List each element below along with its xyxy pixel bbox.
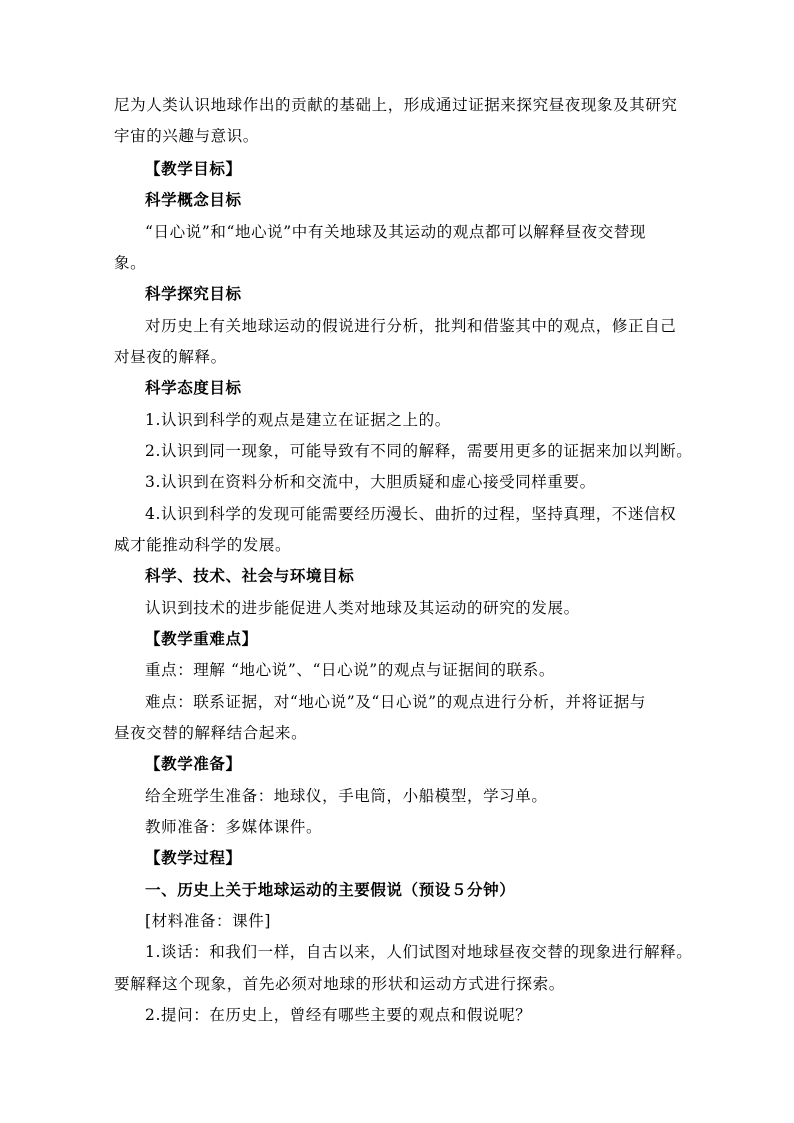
list-item: 4.认识到科学的发现可能需要经历漫长、曲折的过程，坚持真理，不迷信权 [145,505,677,523]
paragraph-line: 给全班学生准备：地球仪，手电筒，小船模型，学习单。 [145,787,548,805]
paragraph-line: 昼夜交替的解释结合起来。 [114,724,308,742]
list-item: 3.认识到在资料分析和交流中，大胆质疑和虚心接受同样重要。 [145,473,596,491]
list-item: 2.提问：在历史上，曾经有哪些主要的观点和假说呢？ [145,1006,532,1024]
paragraph-line: [材料准备：课件] [145,912,271,930]
subheading-attitude-goal: 科学态度目标 [145,378,242,397]
paragraph-line: 要解释这个现象，首先必须对地球的形状和运动方式进行探索。 [114,975,565,993]
section-heading-objectives: 【教学目标】 [145,159,242,178]
paragraph-line: 尼为人类认识地球作出的贡献的基础上，形成通过证据来探究昼夜现象及其研究 [114,96,678,114]
paragraph-line: 认识到技术的进步能促进人类对地球及其运动的研究的发展。 [145,599,580,617]
section-heading-key-points: 【教学重难点】 [145,629,258,648]
paragraph-line: 对昼夜的解释。 [114,348,227,366]
list-item: 1.谈话：和我们一样，自古以来，人们试图对地球昼夜交替的现象进行解释。 [145,943,693,961]
paragraph-line: 重点：理解 “地心说”、“日心说”的观点与证据间的联系。 [145,661,555,679]
list-item: 1.认识到科学的观点是建立在证据之上的。 [145,411,451,429]
paragraph-line: 宇宙的兴趣与意识。 [114,127,259,145]
subheading-sts-goal: 科学、技术、社会与环境目标 [145,566,355,585]
paragraph-line: 对历史上有关地球运动的假说进行分析，批判和借鉴其中的观点，修正自己 [145,317,677,335]
subheading-concept-goal: 科学概念目标 [145,190,242,209]
paragraph-line: 威才能推动科学的发展。 [114,536,292,554]
paragraph-line: 难点：联系证据，对“地心说”及“日心说”的观点进行分析，并将证据与 [145,693,646,711]
list-item: 2.认识到同一现象，可能导致有不同的解释，需要用更多的证据来加以判断。 [145,442,693,460]
section-heading-process: 【教学过程】 [145,848,242,867]
paragraph-line: 教师准备：多媒体课件。 [145,818,323,836]
subheading-part-one: 一、历史上关于地球运动的主要假说（预设５分钟） [145,880,516,899]
subheading-inquiry-goal: 科学探究目标 [145,284,242,303]
paragraph-line: “日心说”和“地心说”中有关地球及其运动的观点都可以解释昼夜交替现 [145,223,646,241]
section-heading-preparation: 【教学准备】 [145,754,242,773]
paragraph-line: 象。 [114,254,147,272]
